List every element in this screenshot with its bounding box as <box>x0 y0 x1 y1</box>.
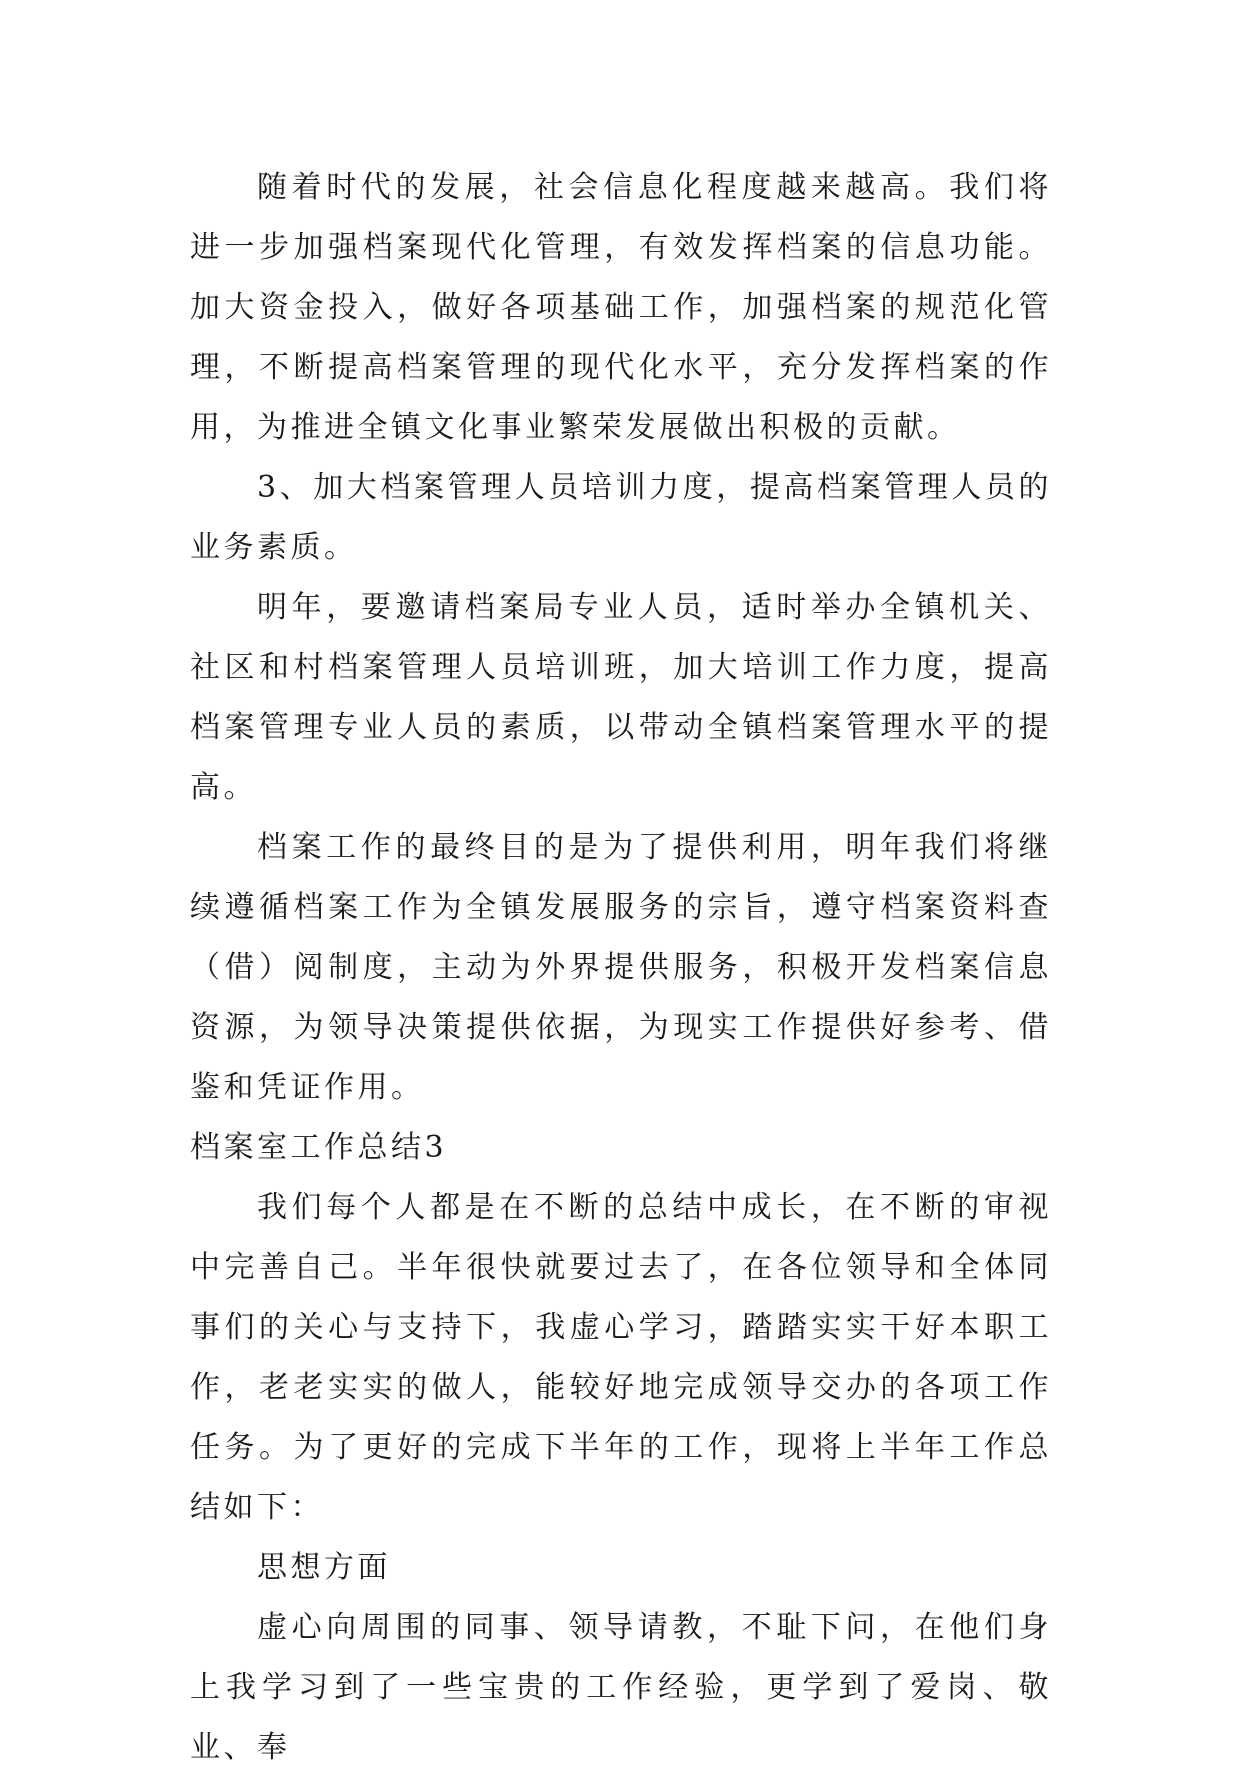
paragraph-modernization: 随着时代的发展，社会信息化程度越来越高。我们将进一步加强档案现代化管理，有效发挥档案的信息功能。加大资金投入，做好各项基础工作，加强档案的规范化管理，不断提高档案管理的现代化水平，充分发挥档案的作用，为推进全镇文化事业繁荣发展做出积极的贡献。 <box>190 170 1052 445</box>
section-heading: 档案室工作总结3 <box>190 1130 448 1165</box>
paragraph-training-item: 3、加大档案管理人员培训力度，提高档案管理人员的业务素质。 <box>190 470 1052 565</box>
paragraph-training-plan: 明年，要邀请档案局专业人员，适时举办全镇机关、社区和村档案管理人员培训班，加大培训工作力度，提高档案管理专业人员的素质，以带动全镇档案管理水平的提高。 <box>190 590 1052 805</box>
paragraph-subheading-thought: 思想方面 <box>257 1550 391 1585</box>
paragraph-introduction: 我们每个人都是在不断的总结中成长，在不断的审视中完善自己。半年很快就要过去了，在各位领导和全体同事们的关心与支持下，我虚心学习，踏踏实实干好本职工作，老老实实的做人，能较好地完成领导交办的各项工作任务。为了更好的完成下半年的工作，现将上半年工作总结如下： <box>190 1190 1052 1525</box>
paragraph-learning: 虚心向周围的同事、领导请教，不耻下问，在他们身上我学习到了一些宝贵的工作经验，更学到了爱岗、敬业、奉 <box>190 1610 1052 1765</box>
paragraph-service-purpose: 档案工作的最终目的是为了提供利用，明年我们将继续遵循档案工作为全镇发展服务的宗旨，遵守档案资料查（借）阅制度，主动为外界提供服务，积极开发档案信息资源，为领导决策提供依据，为现实工作提供好参考、借鉴和凭证作用。 <box>190 830 1052 1105</box>
document-body <box>190 158 1052 1778</box>
